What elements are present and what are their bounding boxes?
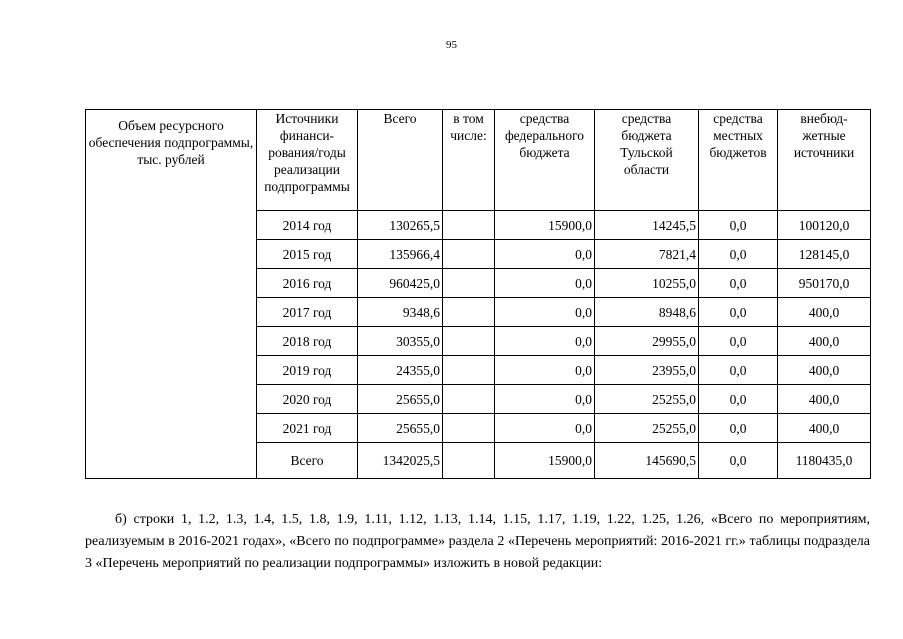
local-cell: 0,0 <box>699 269 778 298</box>
regional-cell: 25255,0 <box>595 414 699 443</box>
local-cell: 0,0 <box>699 327 778 356</box>
federal-cell: 15900,0 <box>495 211 595 240</box>
regional-cell: 8948,6 <box>595 298 699 327</box>
total-cell: 130265,5 <box>358 211 443 240</box>
regional-cell: 25255,0 <box>595 385 699 414</box>
year-cell: 2018 год <box>257 327 358 356</box>
local-cell: 0,0 <box>699 385 778 414</box>
federal-cell: 0,0 <box>495 356 595 385</box>
federal-cell: 0,0 <box>495 269 595 298</box>
including-cell <box>443 356 495 385</box>
extrabudgetary-cell: 100120,0 <box>778 211 871 240</box>
total-cell: 135966,4 <box>358 240 443 269</box>
including-cell <box>443 240 495 269</box>
header-extrabudgetary: внебюд-жетные источники <box>778 110 871 211</box>
federal-cell: 0,0 <box>495 240 595 269</box>
local-cell: 0,0 <box>699 240 778 269</box>
local-cell: 0,0 <box>699 298 778 327</box>
including-cell <box>443 211 495 240</box>
total-cell: 9348,6 <box>358 298 443 327</box>
year-cell: 2021 год <box>257 414 358 443</box>
including-cell <box>443 385 495 414</box>
resource-table <box>85 109 871 479</box>
header-sources: Источники финанси-рования/годы реализации подпрограммы <box>257 110 358 211</box>
local-cell: 0,0 <box>699 356 778 385</box>
regional-cell: 10255,0 <box>595 269 699 298</box>
year-cell: 2016 год <box>257 269 358 298</box>
including-cell <box>443 443 495 479</box>
header-local: средства местных бюджетов <box>699 110 778 211</box>
extrabudgetary-cell: 1180435,0 <box>778 443 871 479</box>
regional-cell: 145690,5 <box>595 443 699 479</box>
extrabudgetary-cell: 400,0 <box>778 414 871 443</box>
federal-cell: 0,0 <box>495 298 595 327</box>
year-cell: 2019 год <box>257 356 358 385</box>
page-number: 95 <box>446 39 457 51</box>
extrabudgetary-cell: 400,0 <box>778 356 871 385</box>
year-cell: 2020 год <box>257 385 358 414</box>
total-cell: 30355,0 <box>358 327 443 356</box>
total-cell: 1342025,5 <box>358 443 443 479</box>
year-cell: 2014 год <box>257 211 358 240</box>
year-cell: 2017 год <box>257 298 358 327</box>
extrabudgetary-cell: 400,0 <box>778 298 871 327</box>
table-header-row <box>86 110 871 211</box>
header-federal: средства федерального бюджета <box>495 110 595 211</box>
total-cell: 25655,0 <box>358 385 443 414</box>
lead-label-cell: Объем ресурсного обеспечения подпрограммы, тыс. рублей <box>86 110 257 479</box>
total-cell: 24355,0 <box>358 356 443 385</box>
federal-cell: 15900,0 <box>495 443 595 479</box>
including-cell <box>443 269 495 298</box>
total-cell: 960425,0 <box>358 269 443 298</box>
header-including: в том числе: <box>443 110 495 211</box>
header-total: Всего <box>358 110 443 211</box>
federal-cell: 0,0 <box>495 327 595 356</box>
extrabudgetary-cell: 400,0 <box>778 327 871 356</box>
including-cell <box>443 327 495 356</box>
federal-cell: 0,0 <box>495 385 595 414</box>
regional-cell: 7821,4 <box>595 240 699 269</box>
regional-cell: 23955,0 <box>595 356 699 385</box>
regional-cell: 14245,5 <box>595 211 699 240</box>
local-cell: 0,0 <box>699 211 778 240</box>
extrabudgetary-cell: 400,0 <box>778 385 871 414</box>
total-cell: 25655,0 <box>358 414 443 443</box>
extrabudgetary-cell: 128145,0 <box>778 240 871 269</box>
extrabudgetary-cell: 950170,0 <box>778 269 871 298</box>
local-cell: 0,0 <box>699 414 778 443</box>
year-cell: Всего <box>257 443 358 479</box>
regional-cell: 29955,0 <box>595 327 699 356</box>
year-cell: 2015 год <box>257 240 358 269</box>
header-regional: средства бюджета Тульской области <box>595 110 699 211</box>
including-cell <box>443 298 495 327</box>
local-cell: 0,0 <box>699 443 778 479</box>
federal-cell: 0,0 <box>495 414 595 443</box>
including-cell <box>443 414 495 443</box>
amendment-paragraph: б) строки 1, 1.2, 1.3, 1.4, 1.5, 1.8, 1.9, 1.11, 1.12, 1.13, 1.14, 1.15, 1.17, 1.19, 1.22, 1.25, 1.26, «Всего по мероприятиям, реализуемым в 2016-2021 годах», «Всего по подпрограмме» раздела 2 «Перечень мероприятий: 2016-2021 гг.» таблицы подраздела 3 «Перечень мероприятий по реализации подпрограммы» изложить в новой редакции: <box>85 512 870 571</box>
